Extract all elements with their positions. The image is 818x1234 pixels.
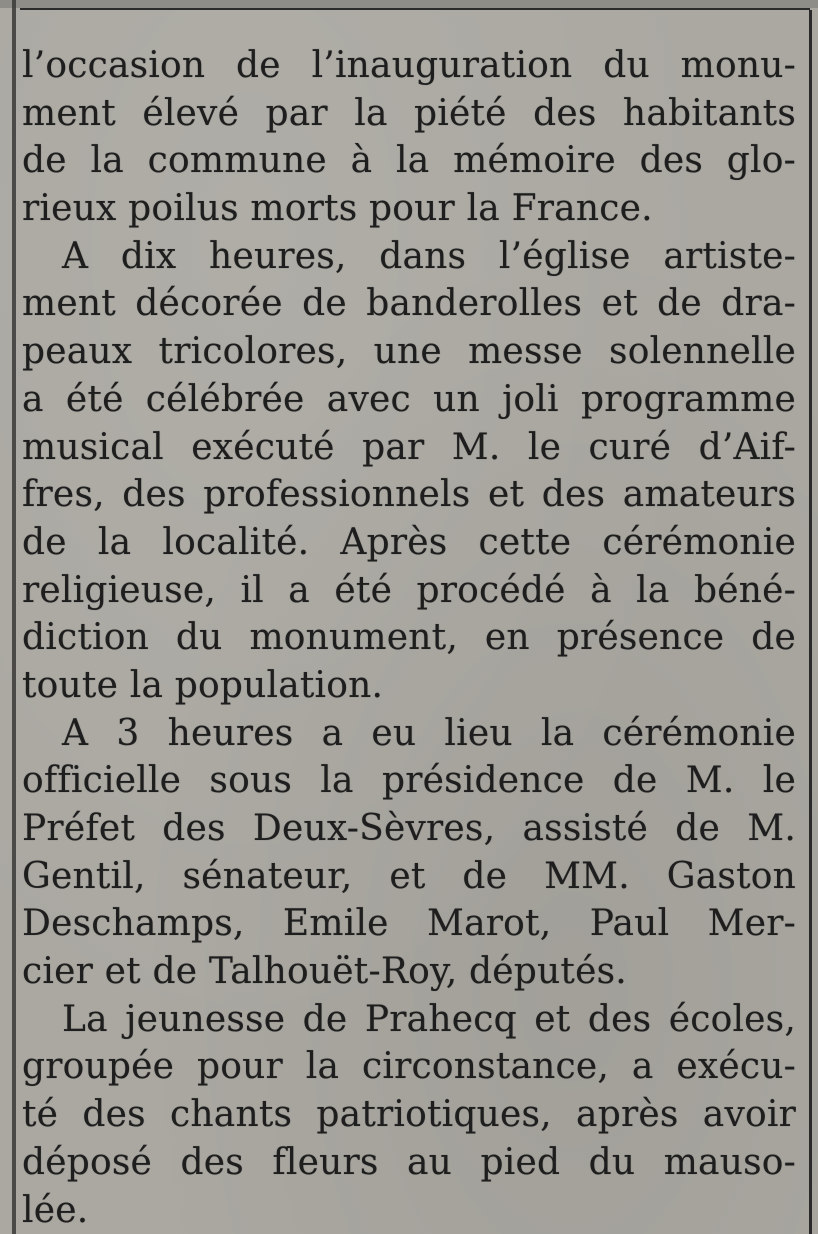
article-paragraph — [22, 42, 796, 233]
article-line: diction du monument, en présence de — [22, 617, 796, 659]
article-line: déposé des fleurs au pied du mauso- — [22, 1141, 796, 1183]
article-line: groupée pour la circonstance, a exécu- — [22, 1046, 796, 1088]
article-line: ment décorée de banderolles et de dra- — [22, 283, 796, 325]
article-line: de la commune à la mémoire des glo- — [22, 140, 796, 182]
article-paragraph — [22, 710, 796, 996]
article-line: La jeunesse de Prahecq et des écoles, — [62, 998, 796, 1040]
article-line: a été célébrée avec un joli programme — [22, 378, 796, 420]
article-line: officielle sous la présidence de M. le — [22, 760, 796, 802]
column-top-rule — [20, 8, 810, 10]
article-line: musical exécuté par M. le curé d’Aif- — [22, 426, 796, 468]
article-line: lée. — [22, 1189, 89, 1231]
article-column — [22, 42, 796, 1234]
article-line: religieuse, il a été procédé à la béné- — [22, 569, 796, 611]
article-line: A dix heures, dans l’église artiste- — [62, 235, 796, 277]
article-line: Préfet des Deux-Sèvres, assisté de M. — [22, 808, 796, 849]
article-line: ment élevé par la piété des habitants — [22, 92, 796, 134]
top-margin-shadow — [0, 0, 818, 8]
article-line: l’occasion de l’inauguration du monu- — [22, 45, 796, 86]
column-left-rule — [12, 0, 16, 1234]
article-line: cier et de Talhouët-Roy, députés. — [22, 951, 627, 993]
article-line: rieux poilus morts pour la France. — [22, 188, 653, 230]
article-line: Gentil, sénateur, et de MM. Gaston — [22, 855, 796, 897]
article-line: A 3 heures a eu lieu la cérémonie — [62, 712, 796, 754]
article-line: té des chants patriotiques, après avoir — [22, 1094, 796, 1136]
article-line: Deschamps, Emile Marot, Paul Mer- — [22, 903, 796, 945]
article-line: toute la population. — [22, 664, 384, 706]
article-paragraph — [22, 233, 796, 710]
article-line: de la localité. Après cette cérémonie — [22, 521, 796, 563]
column-right-rule — [809, 10, 812, 1234]
article-paragraph — [22, 996, 796, 1234]
article-line: peaux tricolores, une messe solennelle — [22, 331, 796, 373]
article-line: fres, des professionnels et des amateurs — [22, 474, 796, 516]
